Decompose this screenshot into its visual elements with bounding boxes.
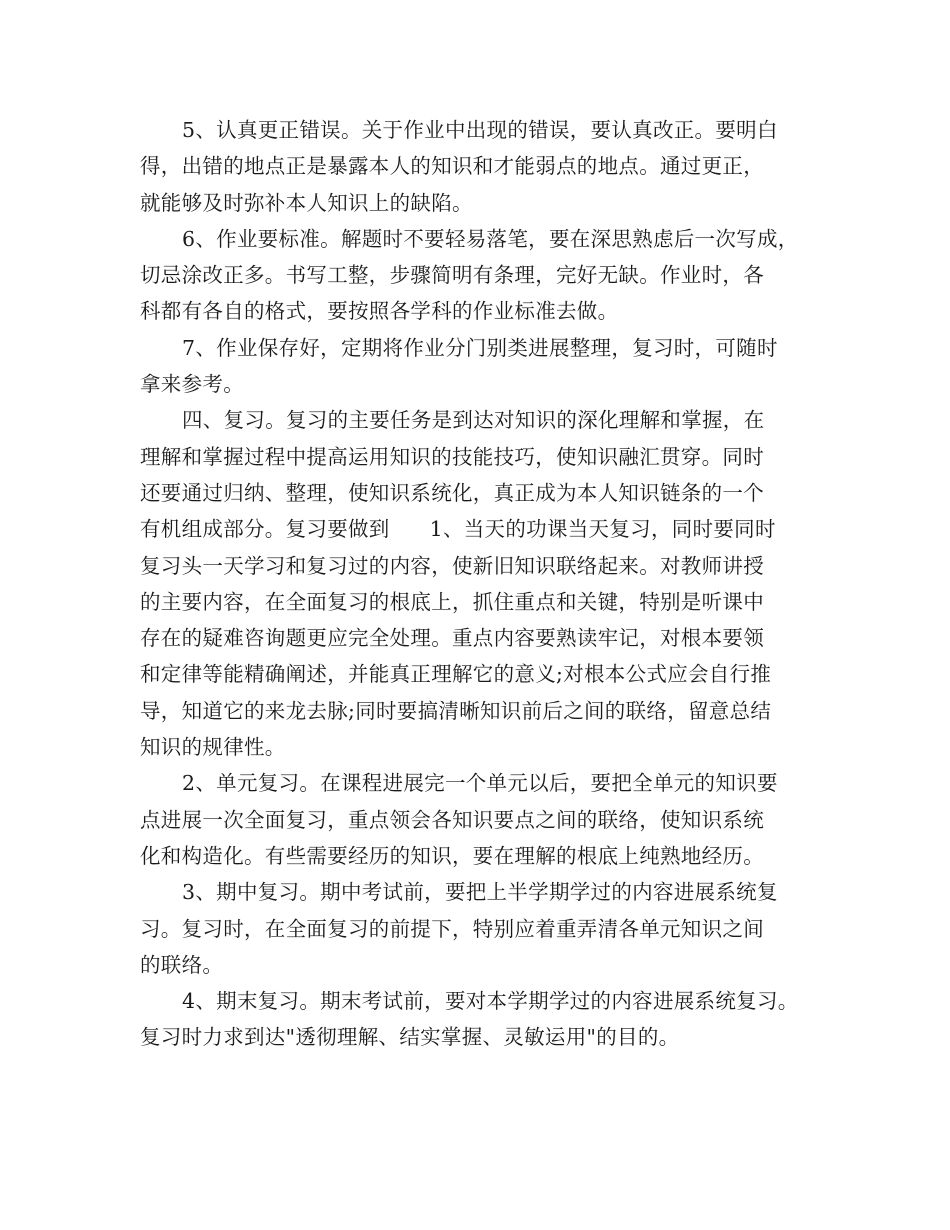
- inline-item-1-daily-review: 1、当天的功课当天复习，同时要同时: [429, 517, 776, 542]
- text-line: 点进展一次全面复习，重点领会各知识要点之间的联络，使知识系统: [140, 807, 764, 832]
- text-line: 导，知道它的来龙去脉;同时要搞清晰知识前后之间的联络，留意总结: [140, 698, 772, 723]
- text-line: 切忌涂改正多。书写工整，步骤简明有条理，完好无缺。作业时，各: [140, 263, 764, 288]
- text-line: 7、作业保存好，定期将作业分门别类进展整理，复习时，可随时: [182, 335, 778, 360]
- text-line: 知识的规律性。: [140, 735, 286, 760]
- text-line: 科都有各自的格式，要按照各学科的作业标准去做。: [140, 299, 619, 324]
- text-line: 还要通过归纳、整理，使知识系统化，真正成为本人知识链条的一个: [140, 480, 764, 505]
- document-body: [140, 112, 820, 1056]
- paragraph-item-2-unit-review: [140, 765, 820, 874]
- text-line: 就能够及时弥补本人知识上的缺陷。: [140, 190, 473, 215]
- text-line: 2、单元复习。在课程进展完一个单元以后，要把全单元的知识要: [182, 771, 778, 796]
- text-line: 理解和掌握过程中提高运用知识的技能技巧，使知识融汇贯穿。同时: [140, 444, 764, 469]
- text-line: 3、期中复习。期中考试前，要把上半学期学过的内容进展系统复: [182, 880, 778, 905]
- text-line: 复习时力求到达"透彻理解、结实掌握、灵敏运用"的目的。: [140, 1025, 680, 1050]
- paragraph-item-6: [140, 221, 820, 330]
- text-line: 复习头一天学习和复习过的内容，使新旧知识联络起来。对教师讲授: [140, 553, 764, 578]
- paragraph-section-4-review: [140, 402, 820, 765]
- paragraph-item-3-midterm-review: [140, 874, 820, 983]
- paragraph-item-7: [140, 330, 820, 403]
- text-line: 4、期末复习。期末考试前，要对本学期学过的内容进展系统复习。: [182, 989, 799, 1014]
- paragraph-item-4-final-review: [140, 983, 820, 1056]
- paragraph-item-5: [140, 112, 820, 221]
- text-line: 习。复习时，在全面复习的前提下，特别应着重弄清各单元知识之间: [140, 916, 764, 941]
- text-line: 得，出错的地点正是暴露本人的知识和才能弱点的地点。通过更正，: [140, 154, 764, 179]
- text-line-with-inline-item: [140, 511, 820, 547]
- text-line: 6、作业要标准。解题时不要轻易落笔，要在深思熟虑后一次写成，: [182, 226, 799, 251]
- text-line: 拿来参考。: [140, 372, 244, 397]
- text-line: 和定律等能精确阐述，并能真正理解它的意义;对根本公式应会自行推: [140, 662, 772, 687]
- text-line: 5、认真更正错误。关于作业中出现的错误，要认真改正。要明白: [182, 118, 778, 142]
- text-line: 的主要内容，在全面复习的根底上，抓住重点和关键，特别是听课中: [140, 589, 764, 614]
- text-line: 化和构造化。有些需要经历的知识，要在理解的根底上纯熟地经历。: [140, 843, 764, 868]
- text-line: 存在的疑难咨询题更应完全处理。重点内容要熟读牢记，对根本要领: [140, 626, 764, 651]
- text-segment: 有机组成部分。复习要做到: [140, 517, 390, 542]
- text-line: 的联络。: [140, 952, 224, 977]
- text-line: 四、复习。复习的主要任务是到达对知识的深化理解和掌握，在: [182, 408, 765, 433]
